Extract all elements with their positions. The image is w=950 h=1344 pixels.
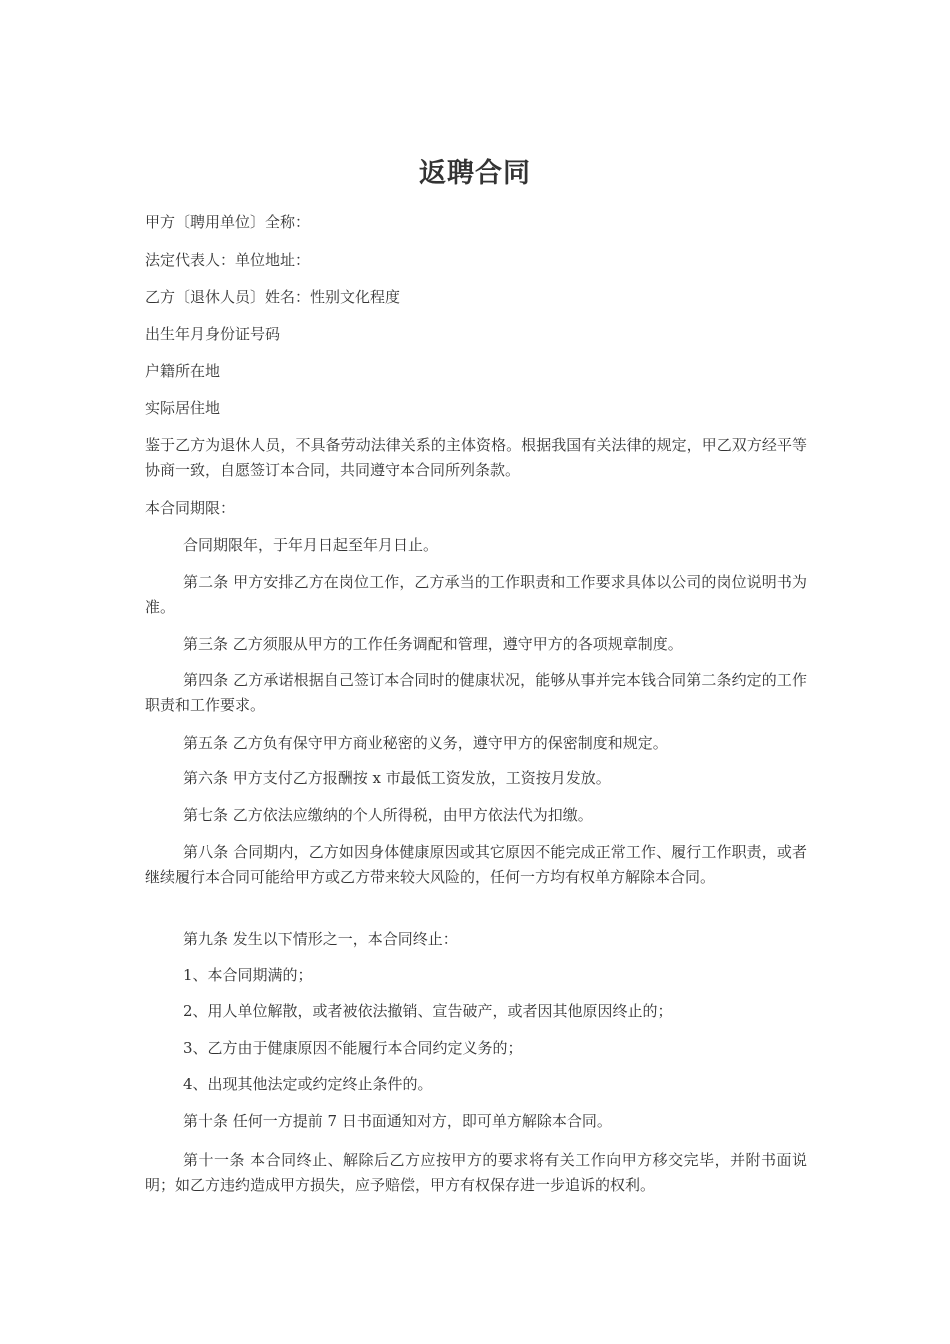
article-6: 第六条 甲方支付乙方报酬按 x 市最低工资发放，工资按月发放。 — [183, 769, 611, 787]
preamble-paragraph: 鉴于乙方为退休人员，不具备劳动法律关系的主体资格。根据我国有关法律的规定，甲乙双方经平等协商一致，自愿签订本合同，共同遵守本合同所列条款。 — [145, 436, 807, 479]
birth-id-field: 出生年月身份证号码 — [145, 325, 281, 343]
legal-rep-address-field: 法定代表人：单位地址： — [145, 251, 311, 269]
termination-item-1: 1、本合同期满的； — [183, 966, 313, 984]
party-a-name-field: 甲方〔聘用单位〕全称： — [145, 213, 311, 231]
article-4: 第四条 乙方承诺根据自己签订本合同时的健康状况，能够从事并完本钱合同第二条约定的工作职责和工作要求。 — [145, 671, 807, 714]
article-7: 第七条 乙方依法应缴纳的个人所得税，由甲方依法代为扣缴。 — [183, 806, 593, 824]
term-heading: 本合同期限： — [145, 499, 236, 517]
termination-item-4: 4、出现其他法定或约定终止条件的。 — [183, 1075, 433, 1093]
article-3: 第三条 乙方须服从甲方的工作任务调配和管理，遵守甲方的各项规章制度。 — [183, 635, 683, 653]
article-8: 第八条 合同期内，乙方如因身体健康原因或其它原因不能完成正常工作、履行工作职责，或者继续履行本合同可能给甲方或乙方带来较大风险的，任何一方均有权单方解除本合同。 — [145, 843, 807, 886]
termination-item-3: 3、乙方由于健康原因不能履行本合同约定义务的； — [183, 1039, 523, 1057]
party-b-info-field: 乙方〔退休人员〕姓名：性别文化程度 — [145, 288, 401, 306]
household-registration-field: 户籍所在地 — [145, 362, 221, 380]
document-title: 返聘合同 — [419, 158, 531, 189]
residence-field: 实际居住地 — [145, 399, 221, 417]
article-5: 第五条 乙方负有保守甲方商业秘密的义务，遵守甲方的保密制度和规定。 — [183, 734, 668, 752]
article-2: 第二条 甲方安排乙方在岗位工作，乙方承当的工作职责和工作要求具体以公司的岗位说明书为准。 — [145, 573, 807, 616]
article-10: 第十条 任何一方提前 7 日书面通知对方，即可单方解除本合同。 — [183, 1112, 612, 1130]
termination-item-2: 2、用人单位解散，或者被依法撤销、宣告破产，或者因其他原因终止的； — [183, 1002, 673, 1020]
term-text: 合同期限年，于年月日起至年月日止。 — [183, 536, 439, 554]
article-11: 第十一条 本合同终止、解除后乙方应按甲方的要求将有关工作向甲方移交完毕，并附书面说明；如乙方违约造成甲方损失，应予赔偿，甲方有权保存进一步追诉的权利。 — [145, 1151, 807, 1194]
article-9: 第九条 发生以下情形之一，本合同终止： — [183, 930, 458, 948]
